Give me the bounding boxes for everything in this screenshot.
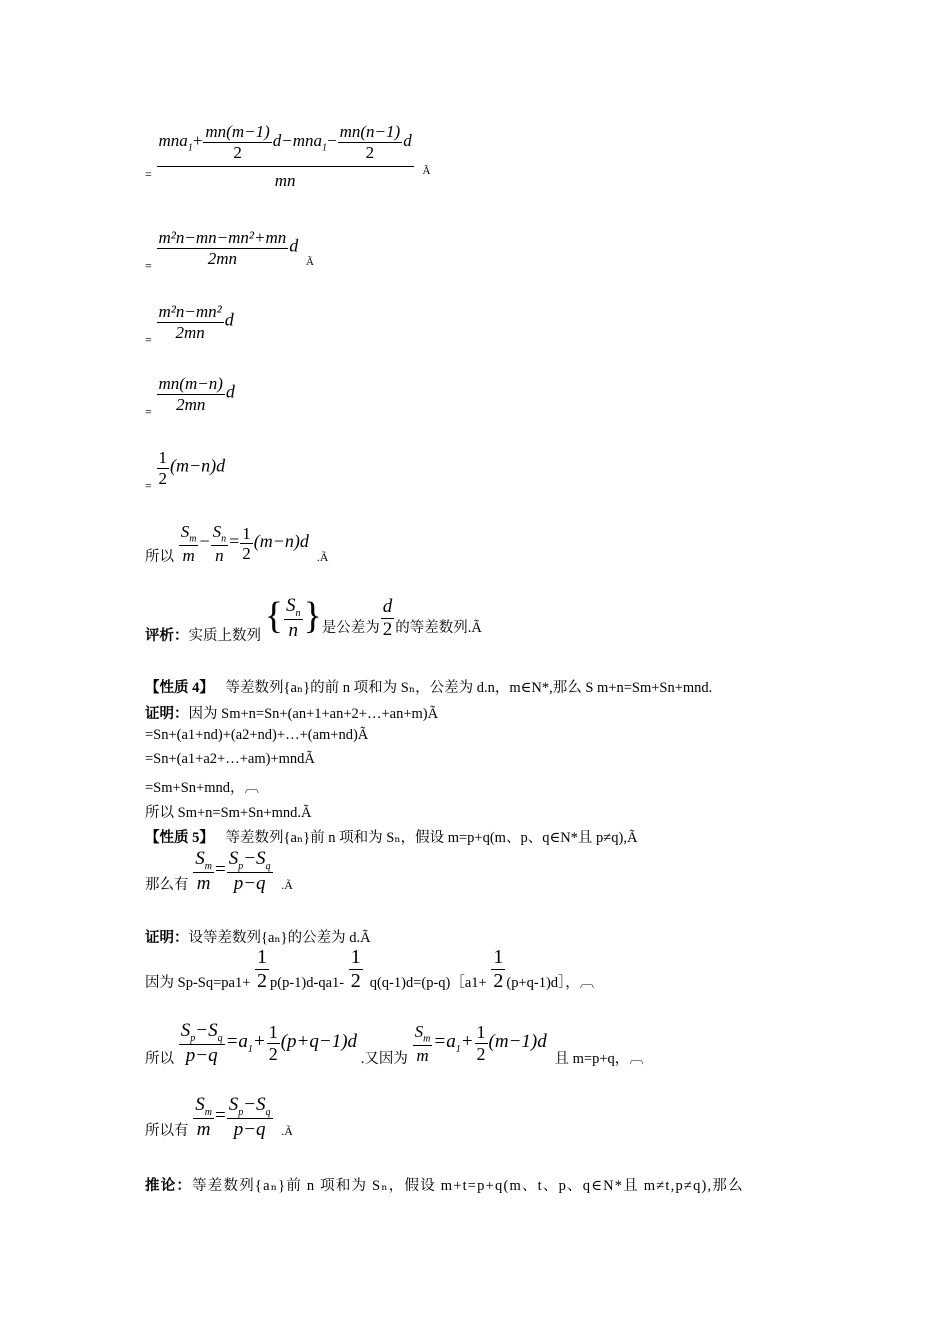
S: S (414, 1021, 424, 1041)
fraction-2 (338, 122, 403, 162)
fraction-sn-n (284, 595, 303, 642)
fraction-line-3 (157, 302, 224, 342)
den-m: m (196, 1119, 211, 1141)
fraction-sm-m (179, 522, 199, 565)
conclusion-line (145, 522, 328, 566)
equals-sign: = (145, 404, 152, 419)
proof-line: =Sm+Sn+mnd，︹ (145, 780, 259, 796)
denominator: 2 (257, 970, 267, 992)
half-fraction (267, 1022, 280, 1064)
proof-line: =Sn+(a1+nd)+(a2+nd)+…+(am+nd)Ã (145, 727, 369, 743)
denominator: 2 (268, 1044, 278, 1065)
term-d: d (403, 130, 412, 150)
numerator: m²n−mn−mn²+mn (158, 228, 287, 247)
denominator: 2mn (176, 394, 206, 414)
big-fraction-den: mn (274, 171, 296, 191)
because-text: 因为 Sp-Sq=pa1+ (145, 974, 251, 991)
remark-text-3: 的等差数列.Ã (395, 620, 482, 636)
den-m: m (416, 1045, 429, 1065)
numerator: 1 (350, 946, 361, 968)
fraction-sn-n (211, 522, 229, 565)
numerator: 1 (476, 1022, 486, 1043)
left-brace: { (264, 595, 283, 637)
mid-text-3: (p+q-1)d］，︹ (506, 974, 595, 991)
plus: + (192, 130, 203, 150)
numerator: 1 (242, 523, 251, 543)
numerator: 1 (268, 1022, 278, 1043)
proof-line: 设等差数列{aₙ}的公差为 d.Ã (188, 930, 371, 946)
denominator: 2 (350, 970, 361, 992)
again-text: .又因为 (360, 1051, 408, 1068)
prop5-proof-3: 所以 $\frac{S_p-S_q}{p-q}$ $=a_1+$ $\frac{1}{2}$ (p+q−1)d .又因为 $\frac{S_m}{m}$ $=a_1+$ $\frac{1}{2}$ (m−1)d 且 m=p+q，︹ (145, 1020, 644, 1068)
equals-sign: = (145, 478, 152, 493)
denominator: 2 (493, 970, 504, 992)
proof-line: 因为 Sm+n=Sn+(an+1+an+2+…+an+m)Ã (188, 706, 439, 722)
equals-sign: = (145, 332, 152, 347)
fraction-sp-sq: $\frac{S_p-S_q}{p-q}$ (228, 1094, 271, 1141)
mark: .Ã (316, 550, 329, 565)
half-fraction (491, 946, 505, 993)
den-m: m (196, 873, 211, 895)
half-fraction (157, 448, 170, 488)
term-d-mna: d−mna (272, 130, 323, 150)
half-fraction (255, 946, 269, 993)
prop4-proof-4 (145, 776, 259, 797)
proof-line: =Sn+(a1+a2+…+am)+mndÃ (145, 751, 315, 767)
mark: .Ã (281, 1124, 293, 1139)
denominator: 2 (382, 619, 393, 641)
prop4-proof-2 (145, 727, 368, 744)
S: S (180, 522, 190, 541)
S: S (212, 522, 222, 541)
S: S (195, 1094, 205, 1115)
term-d: d (289, 235, 299, 256)
remark-text-2: 是公差为 (321, 620, 380, 636)
cond-text: 且 m=p+q，︹ (554, 1051, 644, 1068)
corollary-line (145, 1174, 744, 1195)
prop5-formula (145, 848, 293, 895)
den-n: n (288, 620, 298, 642)
prop4-label: 【性质 4】 (145, 680, 214, 696)
prop5-label: 【性质 5】 (145, 830, 214, 846)
equals: = (214, 1105, 226, 1127)
fraction-sm-m (193, 848, 214, 895)
equation-line-1 (145, 122, 430, 191)
equals-sign: = (145, 166, 152, 181)
den-n: n (215, 545, 224, 565)
fraction-1 (203, 122, 271, 162)
proof-line: 所以 Sm+n=Sm+Sn+mnd.Ã (145, 805, 312, 821)
S: S (286, 594, 296, 616)
equation-line-5 (145, 448, 225, 493)
corollary-text: 等差数列{aₙ}前 n 项和为 Sₙ，假设 m+t=p+q(m、t、p、q∈N*且 m≠t,p≠q),那么 (192, 1178, 744, 1194)
minus: − (199, 531, 210, 552)
denominator: 2mn (175, 322, 205, 342)
fraction-2-num: mn(n−1) (339, 122, 401, 141)
term-d: d (224, 309, 234, 330)
fraction-sm-m (413, 1022, 433, 1065)
prop5-text: 等差数列{aₙ}前 n 项和为 Sₙ，假设 m=p+q(m、p、q∈N*且 p≠q),Ã (225, 830, 638, 846)
sub-n: n (295, 607, 301, 619)
half-fraction (349, 946, 363, 993)
fraction-1-den: 2 (233, 142, 242, 162)
tail: (m−n)d (170, 455, 226, 476)
numerator: 1 (257, 946, 267, 968)
proof-label: 证明： (145, 706, 189, 722)
equals-sign: = (145, 258, 152, 273)
half-fraction (240, 524, 253, 564)
remark-line (145, 594, 482, 645)
fraction-d-2 (381, 596, 395, 641)
numerator: 1 (158, 448, 168, 467)
proof-label: 证明： (145, 930, 189, 946)
fraction-sm-m (193, 1094, 214, 1141)
right-brace: } (303, 595, 322, 637)
lead-text: 所以 (145, 549, 174, 566)
prop4-proof-1 (145, 702, 438, 723)
prop5-statement (145, 826, 637, 847)
corollary-label: 推论： (145, 1178, 193, 1194)
numerator: m²n−mn² (158, 302, 222, 321)
subscript: 1 (322, 142, 328, 154)
equals: = (214, 859, 226, 881)
big-fraction (157, 122, 414, 191)
denominator: 2 (242, 544, 251, 564)
prop5-proof-1 (145, 926, 371, 947)
equals: = (229, 531, 240, 552)
minus: − (327, 130, 337, 150)
sub-m: m (204, 860, 212, 872)
half-fraction (475, 1022, 488, 1064)
mark: Ã (306, 256, 314, 269)
remark-text-1: 实质上数列 (188, 628, 261, 644)
sub-m: m (189, 533, 197, 545)
denominator: 2 (476, 1044, 486, 1065)
fraction-line-4 (157, 374, 225, 414)
prop5-proof-4 (145, 1094, 293, 1141)
numerator: mn(m−n) (158, 374, 223, 393)
tail: (m−n)d (253, 531, 309, 552)
so-text: 所以 (145, 1051, 174, 1068)
remark-label: 评析： (145, 628, 189, 644)
mark: Ã (422, 164, 431, 177)
den-m: m (182, 545, 195, 565)
prop4-proof-3 (145, 751, 315, 768)
fraction-line-2 (157, 228, 289, 268)
term-mna: mna (158, 130, 188, 150)
prop4-text: 等差数列{aₙ}的前 n 项和为 Sₙ，公差为 d.n，m∈N*,那么 S m+n=Sm+Sn+mnd. (225, 680, 713, 696)
denominator: 2 (158, 468, 168, 488)
subscript: 1 (187, 142, 193, 154)
S: S (195, 848, 205, 869)
fraction-2-den: 2 (365, 142, 375, 162)
sub-m: m (423, 1033, 431, 1045)
sub-m: m (204, 1106, 212, 1118)
sub-n: n (221, 533, 227, 545)
numerator: d (382, 596, 393, 618)
denominator: 2mn (207, 248, 238, 268)
equation-line-3 (145, 302, 234, 347)
mark: .Ã (281, 878, 293, 893)
fraction-sp-sq: $\frac{S_p-S_q}{p-q}$ (228, 848, 271, 895)
term-d: d (225, 381, 235, 402)
numerator: 1 (493, 946, 504, 968)
fraction-sp-sq: $\frac{S_p-S_q}{p-q}$ (180, 1020, 223, 1067)
prop4-statement (145, 676, 712, 697)
fraction-1-num: mn(m−1) (205, 122, 270, 141)
equation-line-2 (145, 228, 314, 273)
mid-text-2: q(q-1)d=(p-q)［a1+ (369, 974, 487, 991)
prop4-proof-5 (145, 801, 311, 822)
then-text: 那么有 (145, 877, 189, 894)
so-have-text: 所以有 (145, 1123, 189, 1140)
mid-text-1: p(p-1)d-qa1- (270, 974, 345, 991)
prop5-proof-2 (145, 946, 594, 993)
equation-line-4 (145, 374, 235, 419)
